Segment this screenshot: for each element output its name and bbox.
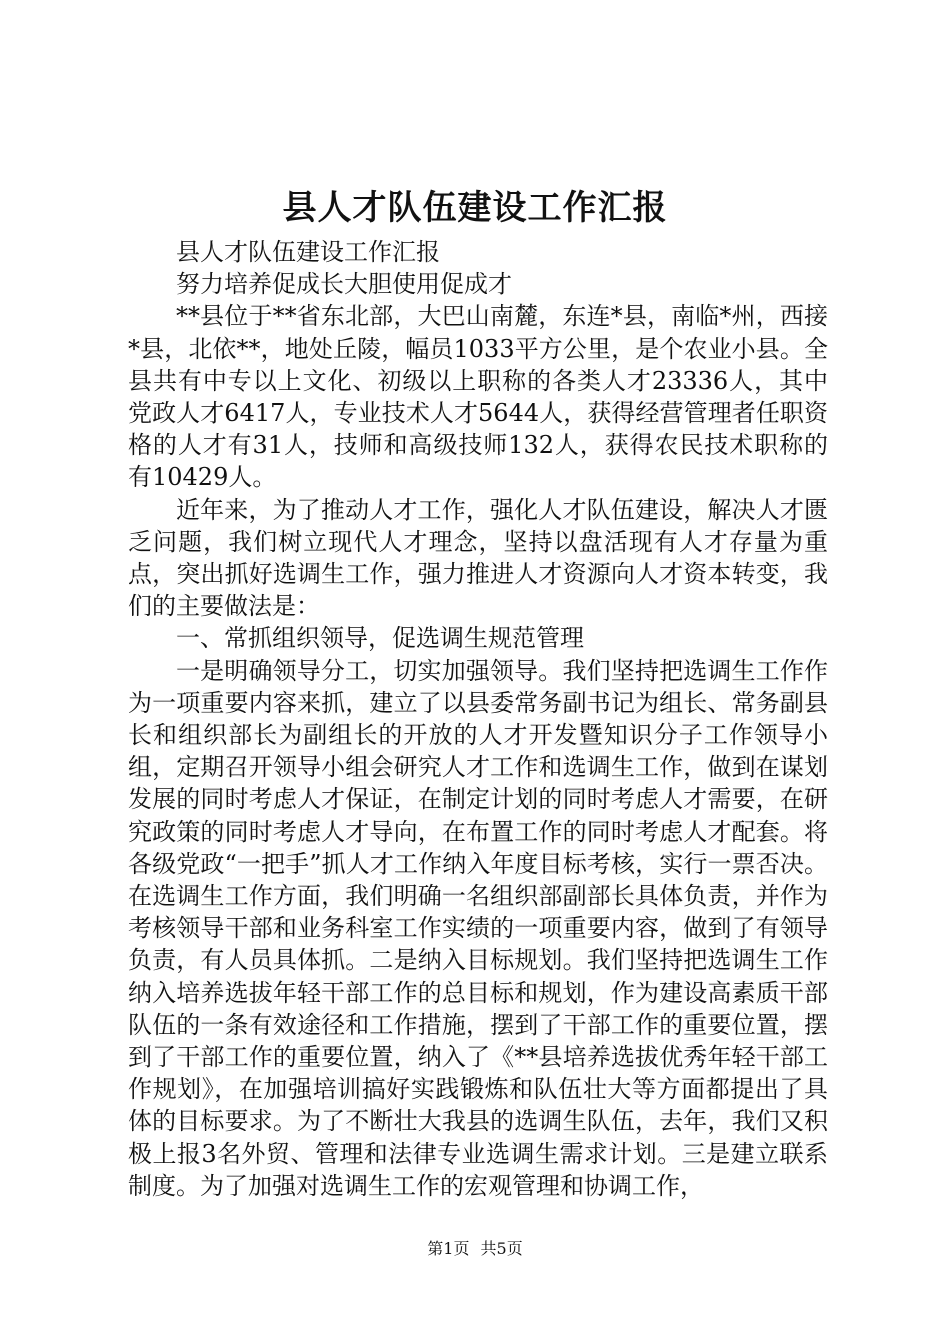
body-paragraph: **县位于**省东北部，大巴山南麓，东连*县，南临*州，西接*县，北依**，地处丘陵，幅员1033平方公里，是个农业小县。全县共有中专以上文化、初级以上职称的各类人才23336人，其中党政人才6417人，专业技术人才5644人，获得经营管理者任职资格的人才有31人，技师和高级技师132人，获得农民技术职称的有10429人。 (128, 302, 828, 492)
body-paragraph: 县人才队伍建设工作汇报 (176, 238, 440, 266)
page-number: 第1页 (427, 1239, 470, 1258)
page-total: 共5页 (480, 1239, 523, 1258)
body-paragraph: 一是明确领导分工，切实加强领导。我们坚持把选调生工作作为一项重要内容来抓，建立了以县委常务副书记为组长、常务副县长和组织部长为副组长的开放的人才开发暨知识分子工作领导小组，定期召开领导小组会研究人才工作和选调生工作，做到在谋划发展的同时考虑人才保证，在制定计划的同时考虑人才需要，在研究政策的同时考虑人才导向，在布置工作的同时考虑人才配套。将各级党政“一把手”抓人才工作纳入年度目标考核，实行一票否决。在选调生工作方面，我们明确一名组织部副部长具体负责，并作为考核领导干部和业务科室工作实绩的一项重要内容，做到了有领导负责，有人员具体抓。二是纳入目标规划。我们坚持把选调生工作纳入培养选拔年轻干部工作的总目标和规划，作为建设高素质干部队伍的一条有效途径和工作措施，摆到了干部工作的重要位置，摆到了干部工作的重要位置，纳入了《**县培养选拔优秀年轻干部工作规划》，在加强培训搞好实践锻炼和队伍壮大等方面都提出了具体的目标要求。为了不断壮大我县的选调生队伍，去年，我们又积极上报3名外贸、管理和法律专业选调生需求计划。三是建立联系制度。为了加强对选调生工作的宏观管理和协调工作， (128, 656, 828, 1200)
document-body (128, 236, 828, 1202)
page-footer (0, 1238, 950, 1260)
body-paragraph: 近年来，为了推动人才工作，强化人才队伍建设，解决人才匮乏问题，我们树立现代人才理念，坚持以盘活现有人才存量为重点，突出抓好选调生工作，强力推进人才资源向人才资本转变，我们的主要做法是： (128, 495, 828, 621)
section-heading: 一、常抓组织领导，促选调生规范管理 (176, 624, 584, 653)
document-title: 县人才队伍建设工作汇报 (282, 188, 668, 228)
body-paragraph: 努力培养促成长大胆使用促成才 (176, 270, 512, 299)
